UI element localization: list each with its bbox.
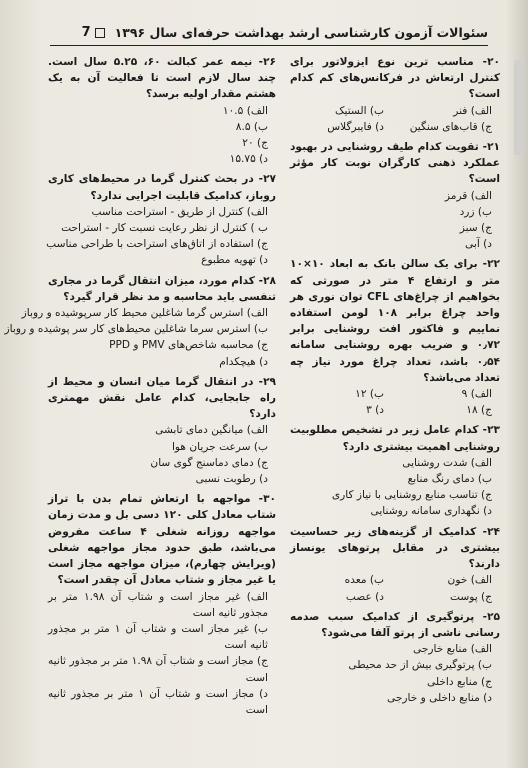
- option: الف) استرس گرما شاغلین محیط کار سرپوشیده و روباز: [21, 307, 268, 320]
- page-number: 7: [81, 25, 91, 40]
- question-text: ۲۸- کدام مورد، میزان انتقال گرما در مجاری تنفسی باید محاسبه و مد نظر قرار گیرد؟: [48, 274, 276, 303]
- question-text: ۲۰- مناسب ترین نوع ایزولاتور برای کنترل ارتعاش در فرکانس‌های کم کدام است؟: [290, 56, 500, 101]
- option-row: [290, 572, 500, 588]
- page-header: [50, 20, 488, 46]
- option: ب) استرس سرما شاغلین محیط‌های کار سر پوشیده و روباز: [4, 323, 268, 336]
- side-tab-marker: [514, 60, 524, 155]
- question-21: [290, 139, 500, 252]
- option: الف) قرمز: [444, 189, 492, 202]
- option: ج) دمای دماسنج گوی سان: [150, 456, 268, 469]
- question-26: [48, 54, 276, 167]
- option: د) نگهداری سامانه روشنایی: [370, 505, 492, 518]
- option: د) مجاز است و شتاب آن ۱ متر بر مجذور ثانیه است: [48, 687, 268, 716]
- left-column: [4, 54, 276, 718]
- question-23: [290, 422, 500, 519]
- question-text: ۲۲- برای یک سالن بانک به ابعاد ۱۰×۱۰ متر و ارتفاع ۴ متر در صورتی که بخواهیم از چراغ‌های CFL توان نوری هر واحد چراغ برابر ۱۰۸ لومن استفاده نماییم و فاکتور افت روشنایی برابر ۰٫۷۲ و ضریب بهره روشنایی سامانه ۰٫۵۴ باشد، تعداد چراغ مورد نیاز چه تعداد می‌باشد؟: [290, 258, 500, 384]
- question-28: [4, 273, 276, 370]
- question-24: [290, 524, 500, 605]
- option: ج) استفاده از اتاق‌های استراحت با طراحی مناسب: [46, 238, 268, 251]
- question-27: [48, 171, 276, 268]
- question-text: ۲۱- تقویت کدام طیف روشنایی در بهبود عملکرد ذهنی کارگران نوبت کار مؤثر است؟: [290, 141, 500, 186]
- option: ج) پوست: [449, 590, 492, 603]
- option: د) منابع داخلی و خارجی: [387, 691, 492, 704]
- question-30: [48, 491, 276, 718]
- option: ب) دمای رنگ منابع: [407, 473, 492, 486]
- question-text: ۲۵- پرتوگیری از کدامیک سبب صدمه رسانی ناشی از پرتو آلفا می‌شود؟: [290, 610, 500, 639]
- option: الف) ۹: [461, 388, 492, 401]
- header-square-icon: [95, 28, 105, 38]
- option-row: [290, 386, 500, 402]
- option: د) رطوبت نسبی: [195, 473, 268, 486]
- question-text: ۲۹- در انتقال گرما میان انسان و محیط از راه جابجایی، کدام عامل نقش مهمتری دارد؟: [48, 375, 276, 421]
- option: ب) زرد: [459, 205, 492, 218]
- option: ج) قاب‌های سنگین: [409, 120, 492, 133]
- option: د) فایبرگلاس: [327, 120, 384, 133]
- option-row: [290, 119, 500, 135]
- header-title: سئوالات آزمون کارشناسی ارشد بهداشت حرفه‌ای سال ۱۳۹۶: [114, 25, 488, 40]
- option: د) عصب: [345, 590, 384, 603]
- option: ج) تناسب منابع روشنایی با نیاز کاری: [331, 489, 492, 502]
- option: ب) سرعت جریان هوا: [171, 440, 268, 453]
- question-text: ۲۷- در بحث کنترل گرما در محیط‌های کاری روباز، کدامیک قابلیت اجرایی ندارد؟: [48, 173, 276, 202]
- option: ج) منابع داخلی: [427, 675, 492, 688]
- option: د) آبی: [465, 238, 492, 251]
- option: الف) ۱۰.۵: [222, 104, 268, 117]
- right-column: [290, 54, 500, 706]
- option: ب) ۸.۵: [235, 120, 268, 133]
- option-row: [290, 402, 500, 418]
- option: د) ۱۵.۷۵: [229, 153, 268, 166]
- option: ج) سبز: [459, 222, 492, 235]
- option: د) تهویه مطبوع: [201, 254, 268, 267]
- option: الف) کنترل از طریق - استراحت مناسب: [91, 205, 268, 218]
- option: ب ) کنترل از نظر رعایت نسبت کار - استراحت: [61, 222, 268, 235]
- question-text: ۳۰- مواجهه با ارتعاش تمام بدن با تراز شتاب معادل کلی ۱۲۰ دسی بل و مدت زمان مواجهه روزانه شغلی ۴ ساعت مفروض می‌باشد، طبق حدود مجاز مواجهه شغلی (ویرایش چهارم)، میزان مواجهه مجاز است یا غیر مجاز و شتاب معادل آن چقدر است؟: [48, 493, 276, 587]
- option: ب) ۱۲: [355, 388, 384, 401]
- question-29: [48, 374, 276, 487]
- option: ب) الستیک: [335, 104, 384, 117]
- option: ج) ۱۸: [466, 404, 492, 417]
- question-25: [290, 609, 500, 706]
- question-text: ۲۶- نیمه عمر کبالت ۶۰، ۵.۲۵ سال است. چند سال لازم است تا فعالیت آن به یک هشتم مقدار اولیه برسد؟: [48, 56, 276, 101]
- question-text: ۲۴- کدامیک از گزینه‌های زیر حساسیت بیشتری در مقابل پرتوهای یونساز دارند؟: [290, 525, 500, 571]
- option: ب) غیر مجاز است و شتاب آن ۱ متر بر مجذور ثانیه است: [48, 622, 269, 652]
- option-row: [290, 103, 500, 119]
- option: ج) محاسبه شاخص‌های PMV و PPD: [109, 339, 268, 352]
- option: ب) معده: [344, 574, 384, 587]
- option: الف) شدت روشنایی: [402, 456, 492, 469]
- option: د) هیچکدام: [219, 355, 268, 368]
- option: د) ۳: [366, 404, 384, 417]
- question-text: ۲۳- کدام عامل زیر در تشخیص مطلوبیت روشنایی اهمیت بیشتری دارد؟: [290, 424, 500, 453]
- option: ج) ۲۰: [242, 137, 268, 150]
- question-22: [290, 256, 500, 418]
- option: الف) فنر: [453, 104, 492, 117]
- option: الف) خون: [447, 574, 492, 587]
- option: الف) میانگین دمای تابشی: [155, 424, 268, 437]
- question-20: [290, 54, 500, 135]
- option: الف) غیر مجاز است و شتاب آن ۱.۹۸ متر بر مجذور ثانیه است: [48, 590, 269, 619]
- option: ب) پرتوگیری بیش از حد محیطی: [348, 659, 492, 672]
- option-row: [290, 589, 500, 605]
- option: الف) منابع خارجی: [413, 643, 492, 656]
- option: ج) مجاز است و شتاب آن ۱.۹۸ متر بر مجذور ثانیه است: [48, 655, 268, 684]
